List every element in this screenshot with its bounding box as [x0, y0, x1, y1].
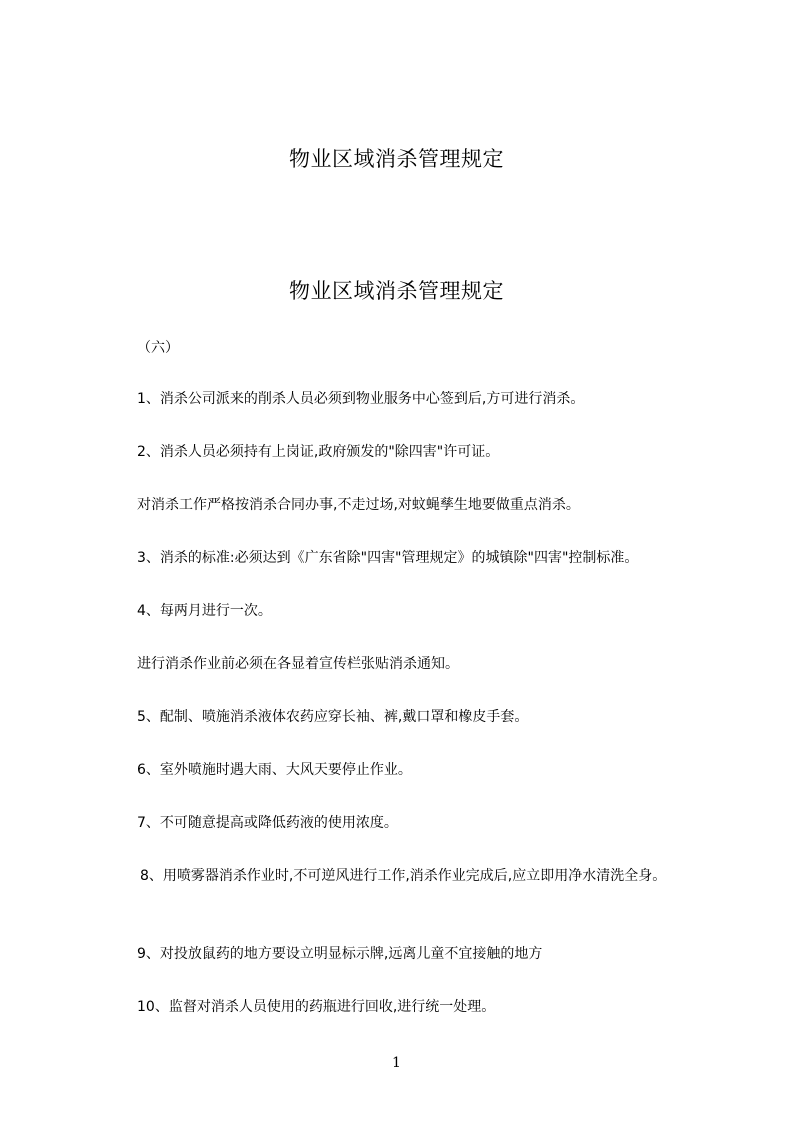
page-number: 1 — [392, 1055, 401, 1071]
rule-item-6: 6、室外喷施时遇大雨、大风天要停止作业。 — [137, 762, 412, 778]
rule-item-2: 2、消杀人员必须持有上岗证,政府颁发的"除四害"许可证。 — [137, 444, 500, 460]
rule-item-4: 4、每两月进行一次。 — [137, 603, 272, 619]
document-header-title: 物业区域消杀管理规定 — [289, 147, 504, 171]
rule-item-7: 7、不可随意提高或降低药液的使用浓度。 — [137, 815, 398, 831]
rule-item-10: 10、监督对消杀人员使用的药瓶进行回收,进行统一处理。 — [137, 999, 496, 1015]
section-label: （六） — [137, 340, 179, 356]
rule-item-1: 1、消杀公司派来的削杀人员必须到物业服务中心签到后,方可进行消杀。 — [137, 391, 585, 407]
document-main-title: 物业区域消杀管理规定 — [289, 279, 504, 303]
rule-item-4-note: 进行消杀作业前必须在各显着宣传栏张贴消杀通知。 — [137, 656, 459, 672]
rule-item-3: 3、消杀的标准:必须达到《广东省除"四害"管理规定》的城镇除"四害"控制标准。 — [137, 550, 639, 566]
rule-item-9: 9、对投放鼠药的地方要设立明显标示牌,远离儿童不宜接触的地方 — [137, 946, 543, 962]
rule-item-2-note: 对消杀工作严格按消杀合同办事,不走过场,对蚊蝇孳生地要做重点消杀。 — [137, 497, 580, 513]
rule-item-5: 5、配制、喷施消杀液体农药应穿长袖、裤,戴口罩和橡皮手套。 — [137, 709, 529, 725]
rule-item-8: 8、用喷雾器消杀作业时,不可逆风进行工作,消杀作业完成后,应立即用净水清洗全身。 — [140, 868, 667, 884]
